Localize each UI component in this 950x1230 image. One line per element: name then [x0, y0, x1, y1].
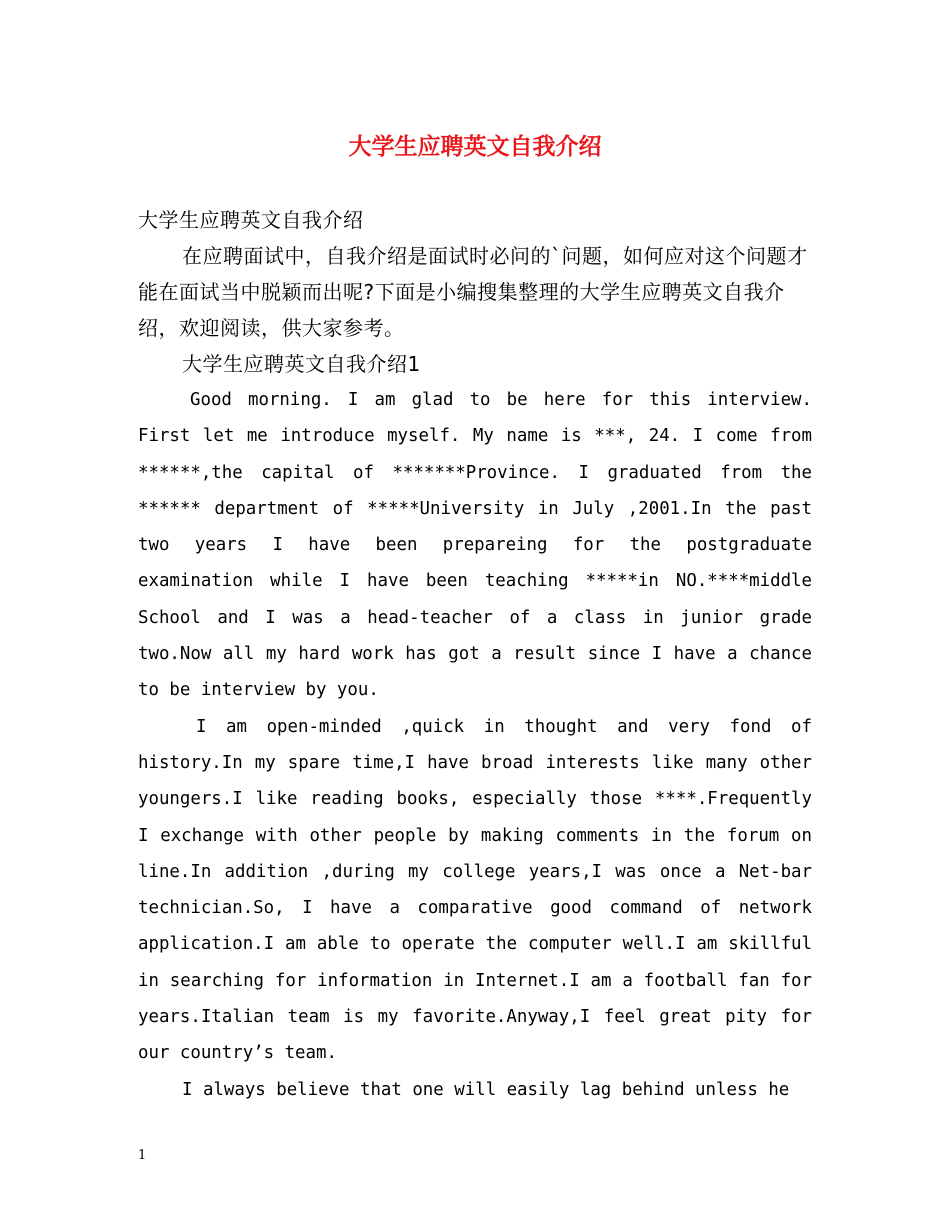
document-body: [138, 202, 812, 1108]
intro-paragraph: 在应聘面试中，自我介绍是面试时必问的`问题，如何应对这个问题才能在面试当中脱颖而出呢?下面是小编搜集整理的大学生应聘英文自我介绍，欢迎阅读，供大家参考。: [138, 244, 808, 340]
document-title: 大学生应聘英文自我介绍: [348, 134, 602, 160]
page-number: 1: [138, 1148, 147, 1163]
body-paragraph-2: I am open-minded ,quick in thought and very fond of history.In my spare time,I have broad interests like many other youngers.I like reading books, especially those ****.Frequently I exchange with other people by making comments in the forum on line.In addition ,during my college years,I was once a Net-bar technician.So, I have a comparative good command of network application.I am able to operate the computer well.I am skillful in searching for information in Internet.I am a football fan for years.Italian team is my favorite.Anyway,I feel great pity for our country’s team.: [138, 716, 812, 1064]
body-paragraph-3: I always believe that one will easily lag behind unless he: [182, 1079, 790, 1100]
document-heading: 大学生应聘英文自我介绍: [138, 208, 364, 232]
section-title: 大学生应聘英文自我介绍1: [182, 352, 421, 376]
body-paragraph-1: Good morning. I am glad to be here for this interview. First let me introduce myself. My name is ***, 24. I come from ******,the capital of *******Province. I graduated from the ****** department of *****University in July ,2001.In the past two years I have been prepareing for the postgraduate examination while I have been teaching *****in NO.****middle School and I was a head-teacher of a class in junior grade two.Now all my hard work has got a result since I have a chance to be interview by you.: [138, 390, 812, 701]
